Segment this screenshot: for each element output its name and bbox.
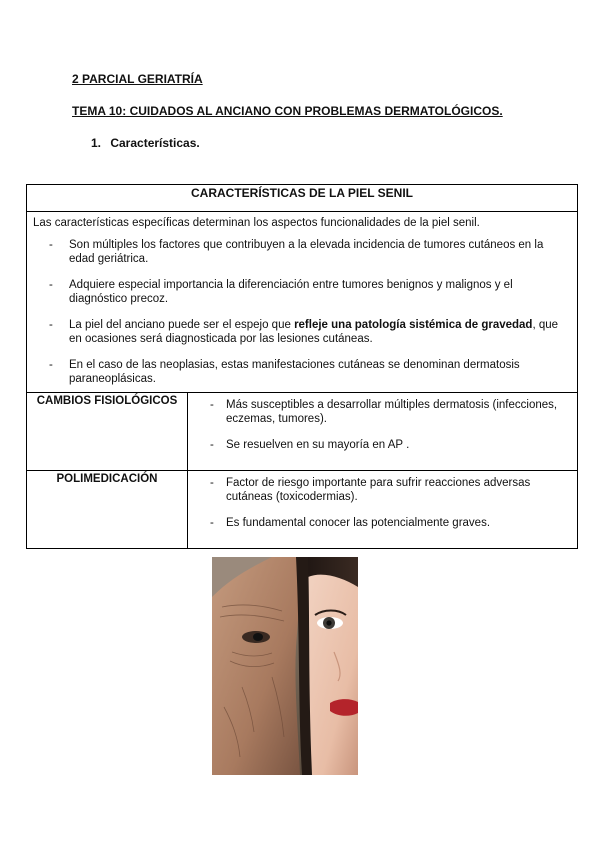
list-item bbox=[33, 318, 571, 346]
section-title: Características. bbox=[110, 136, 200, 150]
list-item-text: Factor de riesgo importante para sufrir reacciones adversas cutáneas (toxicodermias). bbox=[226, 477, 531, 503]
row-label-cambios: CAMBIOS FISIOLÓGICOS bbox=[27, 393, 188, 471]
list-item-text-pre: La piel del anciano puede ser el espejo que bbox=[69, 319, 295, 331]
list-item bbox=[33, 238, 571, 266]
course-heading: 2 PARCIAL GERIATRÍA bbox=[72, 72, 203, 86]
list-item-text: Son múltiples los factores que contribuyen a la elevada incidencia de tumores cutáneos en la edad geriátrica. bbox=[69, 239, 544, 265]
dash-marker: - bbox=[49, 239, 53, 251]
dash-marker: - bbox=[210, 399, 214, 411]
list-item bbox=[194, 476, 571, 504]
characteristics-list bbox=[33, 238, 571, 386]
dash-marker: - bbox=[49, 279, 53, 291]
row-label-polimedicacion: POLIMEDICACIÓN bbox=[27, 471, 188, 549]
list-item-text: Adquiere especial importancia la diferenciación entre tumores benignos y malignos y el diagnóstico precoz. bbox=[69, 279, 513, 305]
list-item-text: En el caso de las neoplasias, estas manifestaciones cutáneas se denominan dermatosis paraneoplásicas. bbox=[69, 359, 520, 385]
characteristics-body bbox=[27, 212, 578, 393]
dash-marker: - bbox=[49, 359, 53, 371]
topic-heading: TEMA 10: CUIDADOS AL ANCIANO CON PROBLEMAS DERMATOLÓGICOS. bbox=[72, 104, 503, 118]
list-item bbox=[194, 516, 571, 530]
table-row bbox=[27, 212, 578, 393]
list-item-text: Se resuelven en su mayoría en AP . bbox=[226, 439, 410, 451]
list-item-text: Más susceptibles a desarrollar múltiples dermatosis (infecciones, eczemas, tumores). bbox=[226, 399, 558, 425]
table-row bbox=[27, 471, 578, 549]
row-content-polimedicacion bbox=[188, 471, 578, 549]
dash-marker: - bbox=[210, 477, 214, 489]
row-content-cambios bbox=[188, 393, 578, 471]
table-title: CARACTERÍSTICAS DE LA PIEL SENIL bbox=[27, 185, 578, 212]
section-heading bbox=[91, 136, 200, 150]
list-item-text-post: , que en ocasiones será diagnosticada por las lesiones cutáneas. bbox=[69, 319, 559, 345]
list-item bbox=[194, 438, 571, 452]
cambios-list bbox=[194, 398, 571, 452]
intro-text: Las características específicas determinan los aspectos funcionalidades de la piel senil. bbox=[33, 217, 480, 229]
characteristics-table bbox=[26, 184, 578, 549]
list-item bbox=[194, 398, 571, 426]
aging-face-photo bbox=[212, 557, 358, 775]
dash-marker: - bbox=[210, 439, 214, 451]
list-item bbox=[33, 358, 571, 386]
polimedicacion-list bbox=[194, 476, 571, 530]
list-item-bold: refleje una patología sistémica de gravedad bbox=[294, 319, 533, 331]
list-item-text: Es fundamental conocer las potencialmente graves. bbox=[226, 517, 491, 529]
table-header-row bbox=[27, 185, 578, 212]
dash-marker: - bbox=[49, 319, 53, 331]
section-number: 1. bbox=[91, 136, 102, 150]
table-row bbox=[27, 393, 578, 471]
dash-marker: - bbox=[210, 517, 214, 529]
list-item bbox=[33, 278, 571, 306]
